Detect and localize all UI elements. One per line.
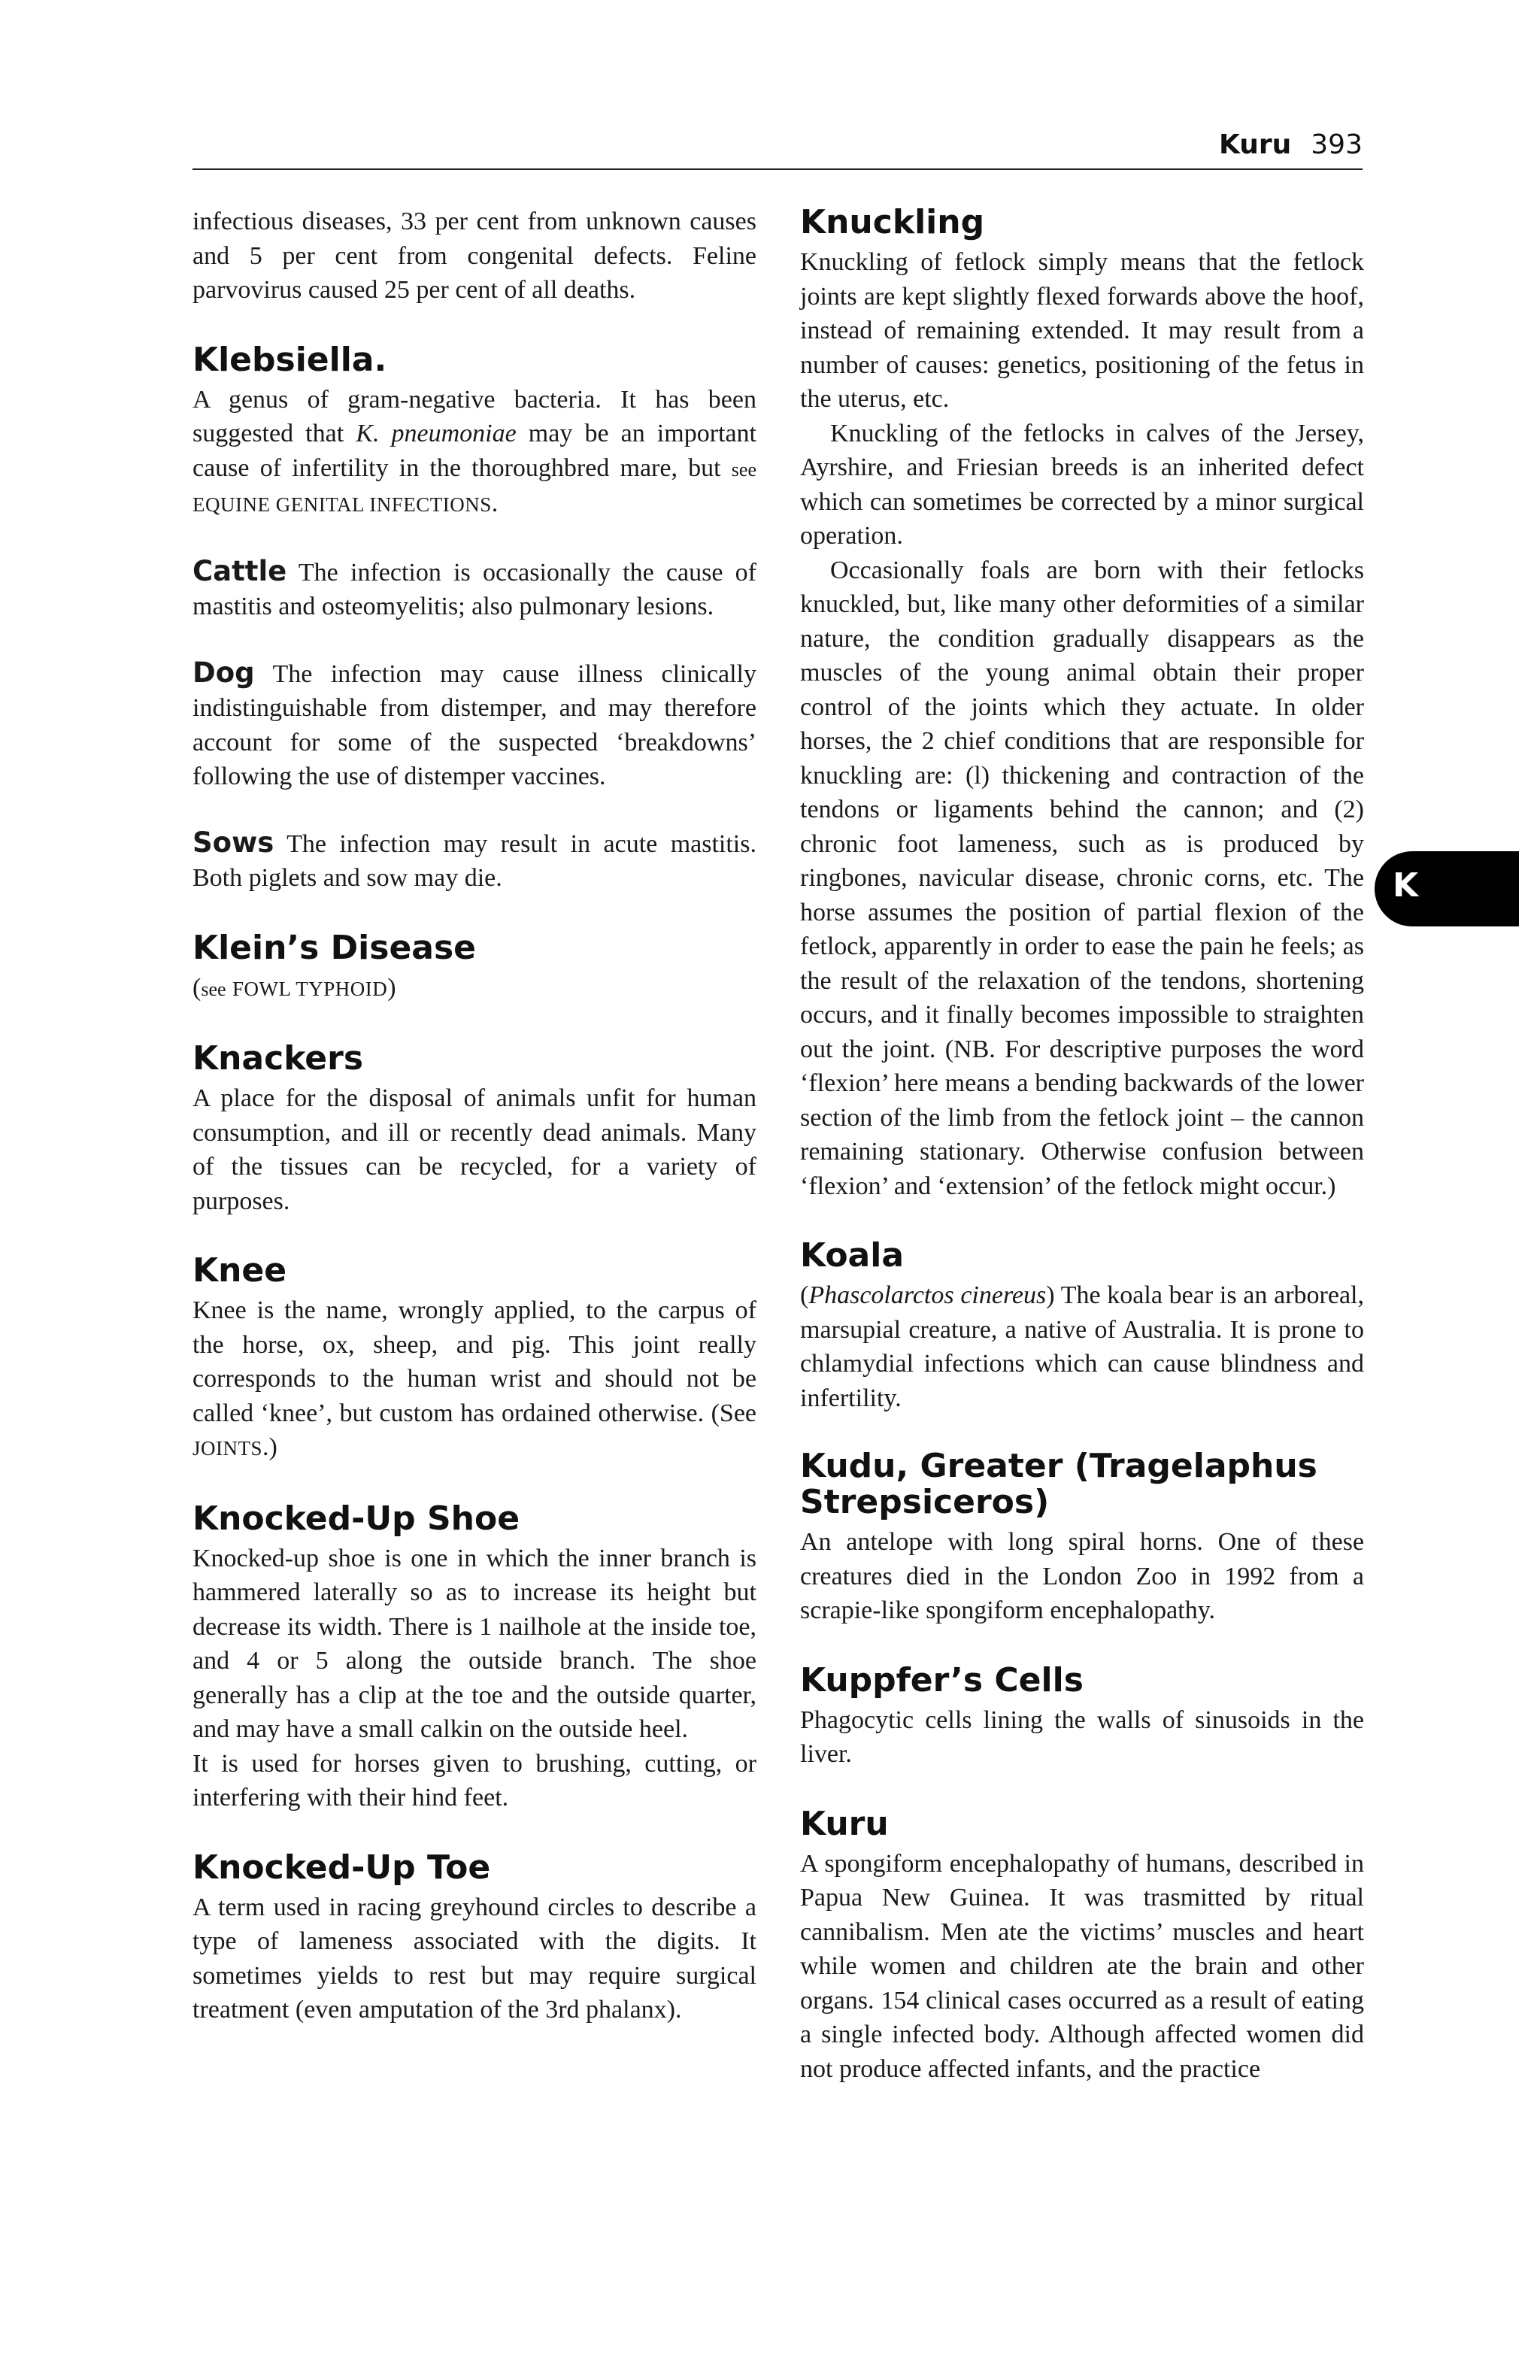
entry-title-koala: Koala — [800, 1236, 905, 1275]
cross-reference: EQUINE GENITAL INFECTIONS — [192, 493, 492, 516]
left-column — [192, 205, 756, 2027]
knuckling-p1: Knuckling of fetlock simply means that the fetlock joints are kept slightly flexed forwards above the hoof, instead of remaining extended. It may result from a number of causes: genetics, positioning of the fetus in the uterus, etc. — [800, 248, 1364, 413]
subheading-cattle: Cattle — [192, 554, 287, 587]
paren-open: ( — [192, 973, 202, 1002]
species-name: Phascolarctos cinereus — [808, 1281, 1047, 1309]
running-header — [192, 126, 1363, 170]
continued-paragraph: infectious diseases, 33 per cent from unknown causes and 5 per cent from congenital defects. Feline parvovirus caused 25 per cent of all deaths. — [192, 208, 756, 304]
entry-title-kuru: Kuru — [800, 1804, 889, 1843]
knackers-text: A place for the disposal of animals unfit for human consumption, and ill or recently dead animals. Many of the tissues can be recycled, for a variety of purposes. — [192, 1084, 756, 1215]
spacer — [192, 523, 756, 554]
thumb-index-letter: K — [1393, 866, 1419, 905]
klebsiella-dog-paragraph — [192, 656, 756, 794]
entry-title-knee: Knee — [192, 1251, 287, 1290]
knocked-up-toe-text: A term used in racing greyhound circles to describe a type of lameness associated with the digits. It sometimes yields to rest but may require surgical treatment (even amputation of the 3rd phalanx). — [192, 1893, 756, 2024]
dog-text: The infection may cause illness clinically indistinguishable from distemper, and may therefore account for some of the suspected ‘breakdowns’ following the use of distemper vaccines. — [192, 659, 756, 790]
cross-reference: FOWL TYPHOID — [232, 977, 388, 1000]
klebsiella-text-b: may be an important cause of infertility in the thoroughbred mare, but — [192, 420, 757, 482]
entry-title-kupffers-cells: Kuppfer’s Cells — [800, 1660, 1084, 1699]
thumb-index-tab — [1375, 851, 1519, 926]
page-number: 393 — [1311, 129, 1363, 160]
kudu-text: An antelope with long spiral horns. One of these creatures died in the London Zoo in 1992 from a scrapie-like spongiform encephalopathy. — [800, 1528, 1364, 1624]
subheading-sows: Sows — [192, 826, 274, 859]
paren-open: ( — [800, 1281, 809, 1309]
entry-title-klebsiella: Klebsiella. — [192, 340, 387, 379]
knocked-up-shoe-p1: Knocked-up shoe is one in which the inner branch is hammered laterally so as to increase its height but decrease its width. There is 1 nailhole at the inside toe, and 4 or 5 along the outside branch. The shoe generally has a clip at the toe and the outside quarter, and may have a small calkin on the outside heel. — [192, 1544, 756, 1743]
klebsiella-cattle-paragraph — [192, 554, 756, 624]
entry-title-knocked-up-toe: Knocked-Up Toe — [192, 1848, 491, 1887]
klebsiella-text-a: A genus of gram-negative bacteria. It has been suggested that — [192, 385, 756, 447]
entry-title-knocked-up-shoe: Knocked-Up Shoe — [192, 1499, 520, 1538]
spacer — [192, 624, 756, 656]
entry-title-knuckling: Knuckling — [800, 203, 985, 241]
species-name: K. pneumoniae — [356, 420, 517, 447]
sows-text: The infection may result in acute mastitis. Both piglets and sow may die. — [192, 829, 756, 892]
right-column — [800, 205, 1364, 2086]
see-word: See — [719, 1399, 756, 1427]
running-head-title: Kuru — [1219, 129, 1292, 160]
running-head — [1219, 129, 1363, 160]
koala-body: ) The koala bear is an arboreal, marsupial creature, a native of Australia. It is prone to chlamydial infections which can cause blindness and infertility. — [800, 1281, 1364, 1412]
subheading-dog: Dog — [192, 656, 255, 689]
knee-body: Knee is the name, wrongly applied, to the carpus of the horse, ox, sheep, and pig. This joint really corresponds to the human wrist and should not be called ‘knee’, but custom has ordained otherwise. ( — [192, 1296, 756, 1427]
klebsiella-sows-paragraph — [192, 826, 756, 896]
knee-text — [192, 1293, 756, 1466]
cattle-text: The infection is occasionally the cause of mastitis and osteomyelitis; also pulmonary lesions. — [192, 558, 756, 620]
kleins-reference — [192, 971, 756, 1007]
klebsiella-definition — [192, 383, 756, 523]
spacer — [192, 794, 756, 826]
entry-title-knackers: Knackers — [192, 1039, 364, 1078]
klebsiella-text-end: . — [491, 490, 499, 517]
knuckling-p2: Knuckling of the fetlocks in calves of the Jersey, Ayrshire, and Friesian breeds is an inherited defect which can sometimes be corrected by a minor surgical operation. — [800, 419, 1364, 550]
knee-end: .) — [262, 1433, 277, 1461]
knocked-up-shoe-p2: It is used for horses given to brushing, cutting, or interfering with their hind feet. — [192, 1749, 756, 1812]
entry-title-kudu: Kudu, Greater (Tragelaphus Strepsiceros) — [800, 1447, 1317, 1521]
kupffers-cells-text: Phagocytic cells lining the walls of sinusoids in the liver. — [800, 1705, 1364, 1768]
paren-close: ) — [387, 973, 396, 1002]
see-word: see — [731, 458, 756, 481]
entry-title-kleins-disease: Klein’s Disease — [192, 928, 477, 967]
koala-text — [800, 1278, 1364, 1415]
kuru-text: A spongiform encephalopathy of humans, described in Papua New Guinea. It was trasmitted by ritual cannibalism. Men ate the victims’ muscles and heart while women and children ate the brain and other organs. 154 clinical cases occurred as a result of eating a single infected body. Although affected women did not produce affected infants, and the practice — [800, 1849, 1364, 2083]
knuckling-p3: Occasionally foals are born with their fetlocks knuckled, but, like many other deformities of a similar nature, the condition gradually disappears as the muscles of the young animal obtain their proper control of the joints which they actuate. In older horses, the 2 chief conditions that are responsible for knuckling are: (l) thickening and contraction of the tendons or ligaments behind the cannon; and (2) chronic foot lameness, such as is produced by ringbones, navicular disease, chronic corns, etc. The horse assumes the position of partial flexion of the fetlock, apparently in order to ease the pain he feels; as the result of the relaxation of the tendons, shortening occurs, and it finally becomes impossible to straighten out the joint. (NB. For descriptive purposes the word ‘flexion’ here means a bending backwards of the lower section of the limb from the fetlock joint – the cannon remaining stationary. Otherwise confusion between ‘flexion’ and ‘extension’ of the fetlock might occur.) — [800, 556, 1364, 1200]
see-word: see — [201, 978, 226, 1000]
cross-reference: JOINTS — [192, 1437, 263, 1460]
